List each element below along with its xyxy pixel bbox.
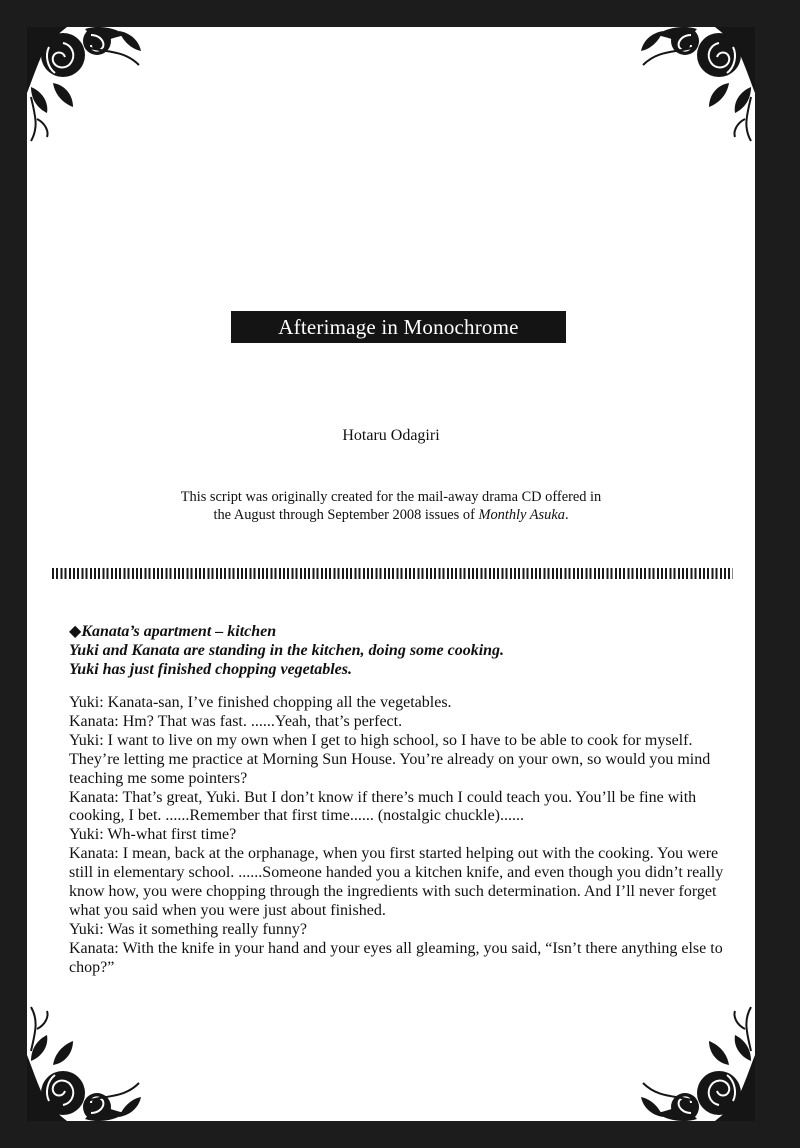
dialogue-line: Yuki: Wh-what first time?	[69, 826, 237, 844]
note-line-2-suffix: .	[564, 507, 569, 523]
scene-heading-block	[69, 622, 729, 679]
publication-note	[27, 488, 755, 524]
dialogue-line: Kanata: Hm? That was fast. ......Yeah, that’s perfect.	[69, 712, 403, 730]
author-name: Hotaru Odagiri	[342, 427, 440, 444]
magazine-title: Monthly Asuka	[478, 507, 565, 523]
dialogue-line: Yuki: I want to live on my own when I get to high school, so I have to be able to cook for myself. They’re letting me practice at Morning Sun House. You’re already on your own, so would you mind teaching me some pointers?	[69, 731, 711, 787]
rose-corner-icon	[637, 27, 755, 145]
diamond-icon: ◆	[69, 623, 82, 640]
scene-heading	[69, 622, 729, 641]
stage-direction-1: Yuki and Kanata are standing in the kitchen, doing some cooking.	[69, 642, 505, 659]
dialogue-line: Kanata: With the knife in your hand and your eyes all gleaming, you said, “Isn’t there anything else to chop?”	[69, 939, 723, 976]
note-line-1: This script was originally created for the mail-away drama CD offered in	[180, 489, 602, 505]
rose-corner-icon	[637, 1003, 755, 1121]
dialogue-line: Yuki: Was it something really funny?	[69, 920, 307, 938]
note-line-2	[27, 506, 755, 524]
dialogue-block	[69, 694, 734, 978]
dialogue-line: Kanata: I mean, back at the orphanage, when you first started helping out with the cooking. You were still in elementary school. ......Someone handed you a kitchen knife, and even though you didn’t really know how, you were chopping through the ingredients with such determination. And I’ll never forget what you said when you were just about finished.	[69, 845, 724, 919]
scene-location: Kanata’s apartment – kitchen	[81, 623, 277, 640]
dialogue-line: Kanata: That’s great, Yuki. But I don’t know if there’s much I could teach you. You’ll be fine with cooking, I bet. ......Remember that first time...... (nostalgic chuckle)......	[69, 788, 697, 825]
stage-direction-2: Yuki has just finished chopping vegetables.	[69, 661, 352, 678]
page-title: Afterimage in Monochrome	[231, 311, 566, 343]
page	[27, 27, 755, 1121]
dialogue-line: Yuki: Kanata-san, I’ve finished chopping all the vegetables.	[69, 694, 452, 711]
rose-corner-icon	[27, 27, 145, 145]
note-line-2-prefix: the August through September 2008 issues of	[213, 507, 479, 523]
rose-corner-icon	[27, 1003, 145, 1121]
section-divider	[52, 568, 733, 579]
